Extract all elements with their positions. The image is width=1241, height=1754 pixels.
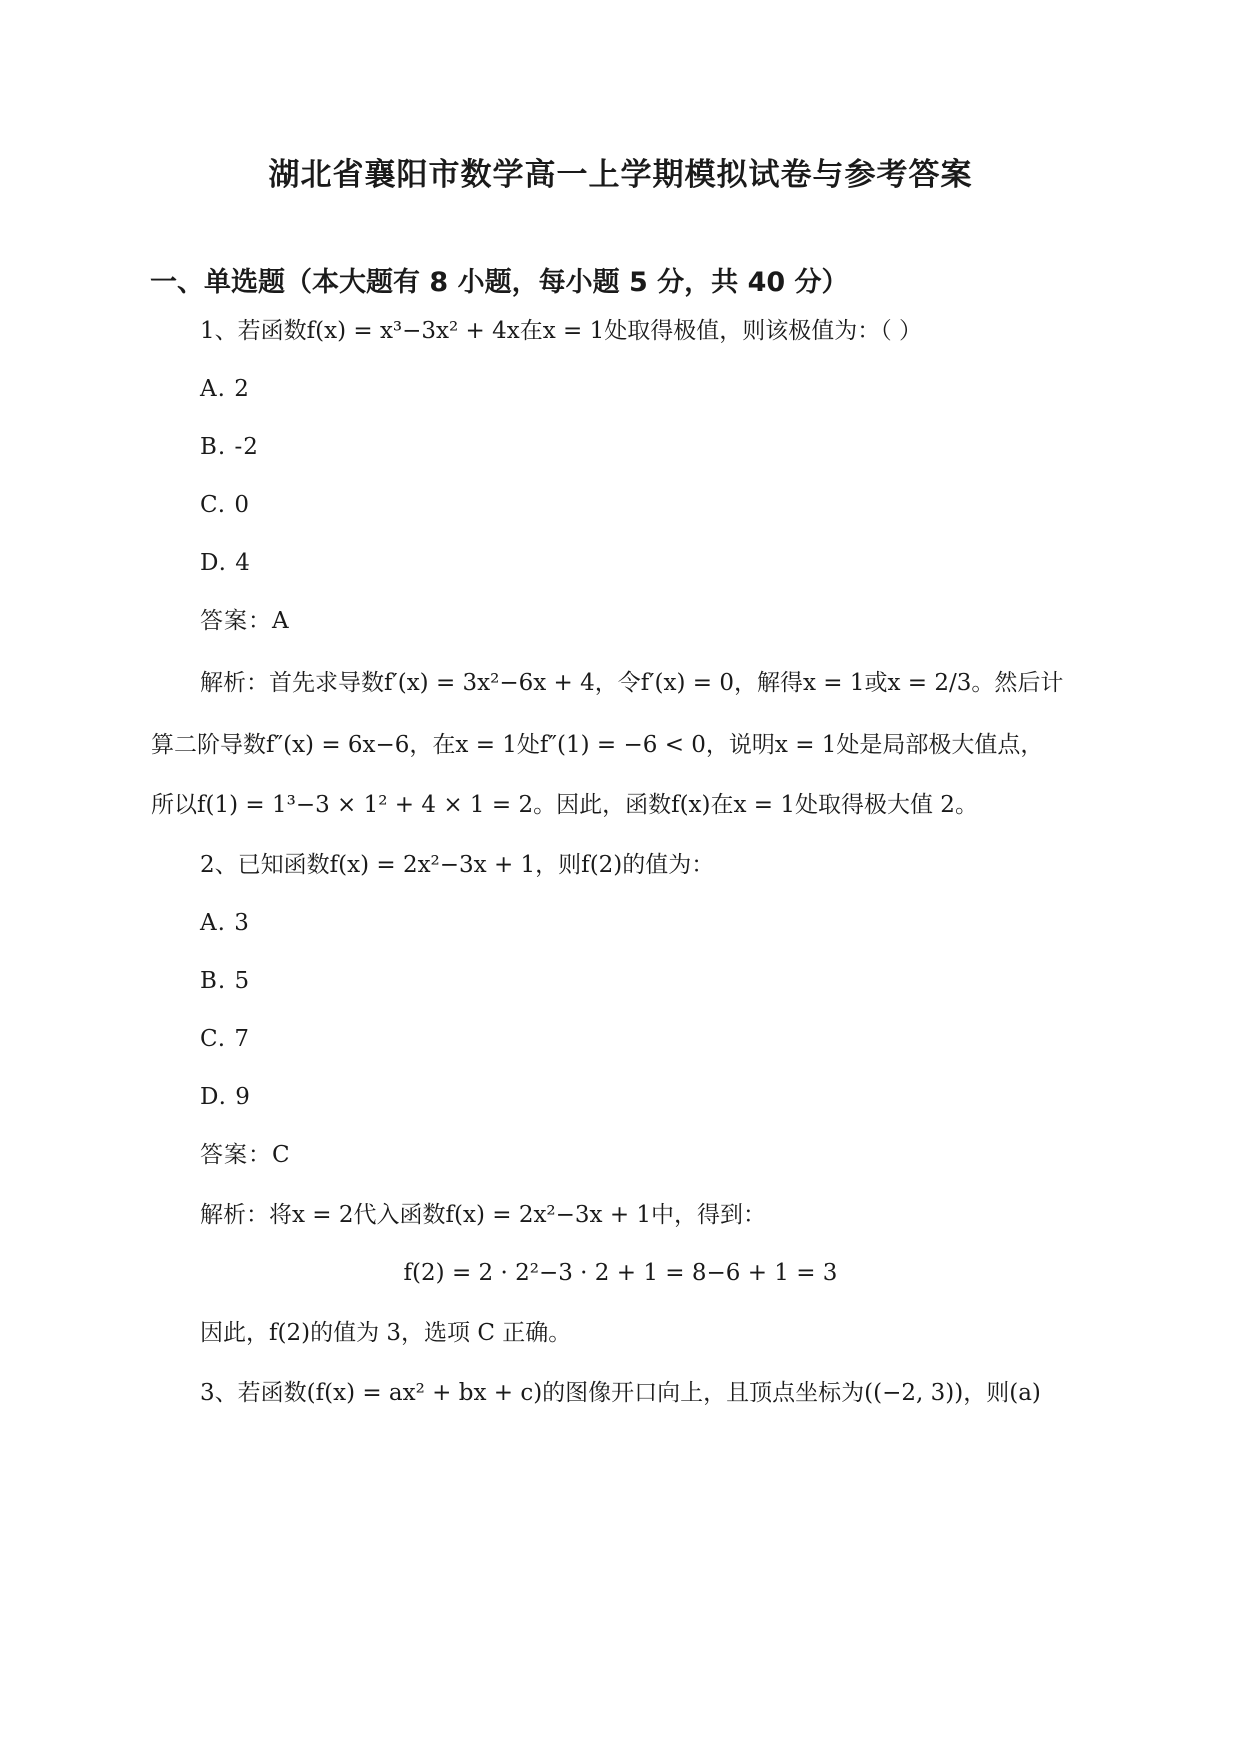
question-1-option-d: D. 4 bbox=[200, 550, 251, 576]
question-2-answer: 答案：C bbox=[200, 1142, 291, 1168]
question-1-option-b: B. -2 bbox=[200, 434, 259, 460]
question-1-option-c: C. 0 bbox=[200, 492, 251, 518]
question-1-stem: 1、若函数f(x) = x³−3x² + 4x在x = 1处取得极值，则该极值为：（ ） bbox=[200, 318, 923, 344]
question-2-analysis: 解析：将x = 2代入函数f(x) = 2x²−3x + 1中，得到： bbox=[200, 1202, 767, 1228]
question-1-analysis-line-3: 所以f(1) = 1³−3 × 1² + 4 × 1 = 2。因此，函数f(x)在x = 1处取得极大值 2。 bbox=[151, 792, 978, 818]
question-1-option-a: A. 2 bbox=[200, 376, 250, 402]
question-1-analysis-line-2: 算二阶导数f″(x) = 6x−6，在x = 1处f″(1) = −6 < 0，说明x = 1处是局部极大值点， bbox=[151, 732, 1044, 758]
question-2-option-a: A. 3 bbox=[200, 910, 250, 936]
question-2-conclusion: 因此，f(2)的值为 3，选项 C 正确。 bbox=[200, 1320, 572, 1346]
document-title: 湖北省襄阳市数学高一上学期模拟试卷与参考答案 bbox=[268, 157, 973, 193]
question-1-answer: 答案：A bbox=[200, 608, 290, 634]
question-2-option-c: C. 7 bbox=[200, 1026, 251, 1052]
question-2-equation: f(2) = 2 · 2²−3 · 2 + 1 = 8−6 + 1 = 3 bbox=[403, 1260, 838, 1286]
question-2-stem: 2、已知函数f(x) = 2x²−3x + 1，则f(2)的值为： bbox=[200, 852, 715, 878]
section-heading: 一、单选题（本大题有 8 小题，每小题 5 分，共 40 分） bbox=[150, 267, 849, 298]
question-2-option-d: D. 9 bbox=[200, 1084, 251, 1110]
question-1-analysis-line-1: 解析：首先求导数f′(x) = 3x²−6x + 4，令f′(x) = 0，解得x = 1或x = 2/3。然后计 bbox=[200, 670, 1064, 696]
question-2-option-b: B. 5 bbox=[200, 968, 251, 994]
question-3-stem: 3、若函数(f(x) = ax² + bx + c)的图像开口向上，且顶点坐标为((−2, 3))，则(a) bbox=[200, 1380, 1041, 1406]
